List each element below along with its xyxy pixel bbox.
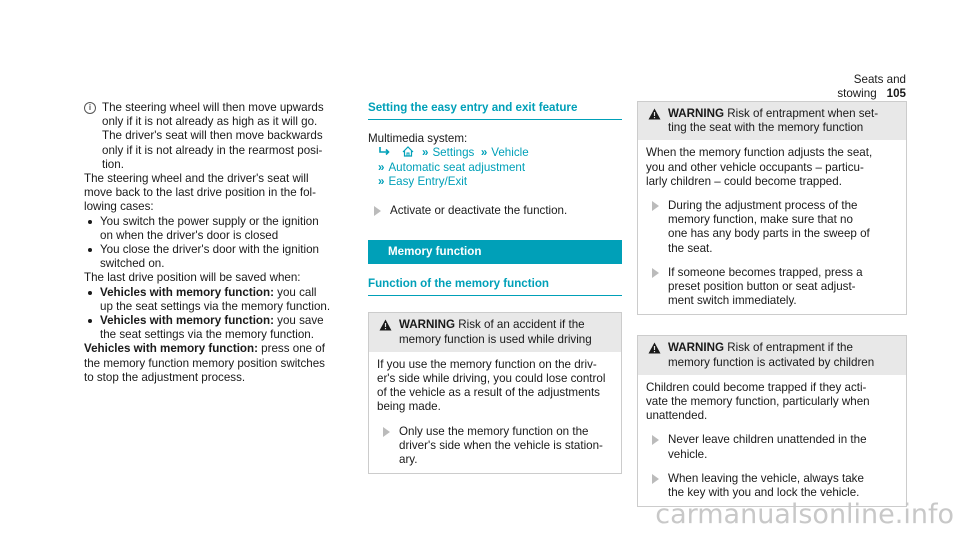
play-arrow-icon (652, 201, 659, 211)
text-line: being made. (377, 400, 441, 414)
text-line: er's side while driving, you could lose control (377, 372, 606, 386)
warning-title: ting the seat with the memory function (668, 121, 864, 135)
play-arrow-icon (652, 435, 659, 445)
text-line: The steering wheel and the driver's seat will (84, 172, 309, 186)
play-arrow-icon (374, 206, 381, 216)
play-arrow-icon (652, 474, 659, 484)
nav-settings[interactable]: Settings (432, 146, 475, 160)
text-span: you save (273, 314, 324, 328)
double-chevron-icon: » (480, 146, 488, 160)
action-step (377, 425, 613, 468)
text-line: When the memory function adjusts the seat, (646, 146, 873, 160)
text-line: preset position button or seat adjust- (668, 280, 856, 294)
nav-vehicle[interactable]: Vehicle (491, 146, 529, 160)
warning-label: WARNING (668, 341, 725, 355)
action-step (646, 199, 898, 256)
warning-title: Risk of entrapment when set- (727, 107, 879, 120)
list-item (84, 314, 354, 342)
nav-automatic-seat-adjustment[interactable]: Automatic seat adjustment (388, 160, 526, 174)
text-line: You close the driver's door with the ignition (100, 243, 319, 257)
text-line: vehicle. (668, 447, 708, 461)
info-icon: i (84, 102, 96, 114)
text-line: the seat. (668, 241, 713, 255)
text-line: vate the memory function, particularly when (646, 395, 870, 409)
action-text: Activate or deactivate the function. (390, 204, 568, 218)
home-icon[interactable] (402, 146, 414, 157)
text-line: the key with you and lock the vehicle. (668, 486, 860, 500)
text-line: one has any body parts in the sweep of (668, 227, 870, 241)
memory-function-banner: Memory function (368, 240, 622, 264)
text-line: ary. (399, 453, 418, 467)
text-span: you call (273, 285, 317, 299)
list-item (84, 215, 354, 243)
text-line: up the seat settings via the memory function. (100, 299, 331, 313)
text-line: lowing cases: (84, 200, 154, 214)
double-chevron-icon: » (378, 160, 385, 174)
warning-body (638, 375, 906, 506)
column-3 (637, 101, 907, 507)
page-number: 105 (886, 87, 906, 101)
warning-box (637, 335, 907, 507)
list-item (84, 286, 354, 314)
system-label: Multimedia system: (368, 132, 468, 146)
text-line: of the vehicle as a result of the adjustments (377, 386, 600, 400)
text-line: During the adjustment process of the (668, 199, 858, 213)
warning-triangle-icon (648, 108, 661, 120)
text-line: unattended. (646, 409, 708, 423)
text-line: Only use the memory function on the (399, 424, 589, 438)
action-step (646, 433, 898, 461)
return-arrow-icon (378, 146, 390, 157)
warning-header (638, 336, 906, 374)
text-line: larly children – could become trapped. (646, 174, 842, 188)
bold-label: Vehicles with memory function: (100, 285, 274, 299)
nav-path (368, 175, 622, 189)
action-step (368, 204, 622, 218)
column-2 (368, 101, 622, 474)
text-line: ment switch immediately. (668, 294, 797, 308)
subheading: Function of the memory function (368, 277, 622, 296)
section-heading: Setting the easy entry and exit feature (368, 101, 622, 120)
text-line: the memory function memory position switches (84, 356, 325, 370)
bullet-list (84, 215, 354, 272)
note-line: only if it is not already in the rearmost posi- (102, 143, 323, 157)
text-line: Never leave children unattended in the (668, 433, 867, 447)
note-line: tion. (102, 157, 124, 171)
warning-triangle-icon (648, 342, 661, 354)
action-step (646, 266, 898, 309)
note-line: only if it is not already as high as it will go. (102, 115, 318, 129)
paragraph (84, 342, 354, 385)
nav-path (368, 146, 622, 160)
watermark: carmanualsonline.info (655, 499, 954, 530)
double-chevron-icon: » (422, 146, 429, 160)
text-line: on when the driver's door is closed (100, 228, 279, 242)
text-line: If you use the memory function on the driv- (377, 357, 597, 371)
text-line: you and other vehicle occupants – particu- (646, 160, 864, 174)
text-line: The last drive position will be saved when: (84, 271, 301, 285)
bullet-list (84, 286, 354, 343)
text-line: move back to the last drive position in the fol- (84, 186, 316, 200)
text-line: memory function, make sure that no (668, 213, 853, 227)
text-line: If someone becomes trapped, press a (668, 265, 863, 279)
page-header (790, 73, 906, 101)
warning-body (638, 140, 906, 314)
list-item (84, 243, 354, 271)
bold-label: Vehicles with memory function: (84, 342, 258, 356)
section-title: Seats and stowing (837, 73, 906, 101)
warning-label: WARNING (668, 107, 725, 120)
text-span: press one of (257, 342, 325, 356)
paragraph (84, 172, 354, 215)
double-chevron-icon: » (378, 174, 385, 188)
text-line: You switch the power supply or the ignition (100, 214, 319, 228)
warning-title: Risk of an accident if the (458, 318, 585, 332)
warning-body (369, 352, 621, 473)
bold-label: Vehicles with memory function: (100, 314, 274, 328)
text-line: switched on. (100, 257, 165, 271)
column-1 (84, 101, 354, 385)
note (84, 101, 354, 172)
warning-triangle-icon (379, 319, 392, 331)
nav-path (368, 161, 622, 175)
note-line: The driver's seat will then move backwards (102, 129, 323, 143)
text-line: driver's side when the vehicle is station- (399, 438, 603, 452)
text-line: Children could become trapped if they acti- (646, 380, 867, 394)
action-step (646, 472, 898, 500)
play-arrow-icon (652, 268, 659, 278)
warning-title: Risk of entrapment if the (727, 341, 853, 355)
warning-box (368, 312, 622, 474)
text-line: the seat settings via the memory function. (100, 328, 314, 342)
text-line: to stop the adjustment process. (84, 370, 246, 384)
warning-title: memory function is activated by children (668, 355, 875, 369)
warning-box (637, 101, 907, 315)
warning-label: WARNING (399, 318, 456, 332)
nav-easy-entry-exit[interactable]: Easy Entry/Exit (388, 174, 468, 188)
text-line: When leaving the vehicle, always take (668, 471, 864, 485)
note-line: The steering wheel will then move upwards (102, 101, 324, 114)
warning-header (638, 102, 906, 140)
warning-header (369, 313, 621, 351)
warning-title: memory function is used while driving (399, 332, 592, 346)
play-arrow-icon (383, 427, 390, 437)
